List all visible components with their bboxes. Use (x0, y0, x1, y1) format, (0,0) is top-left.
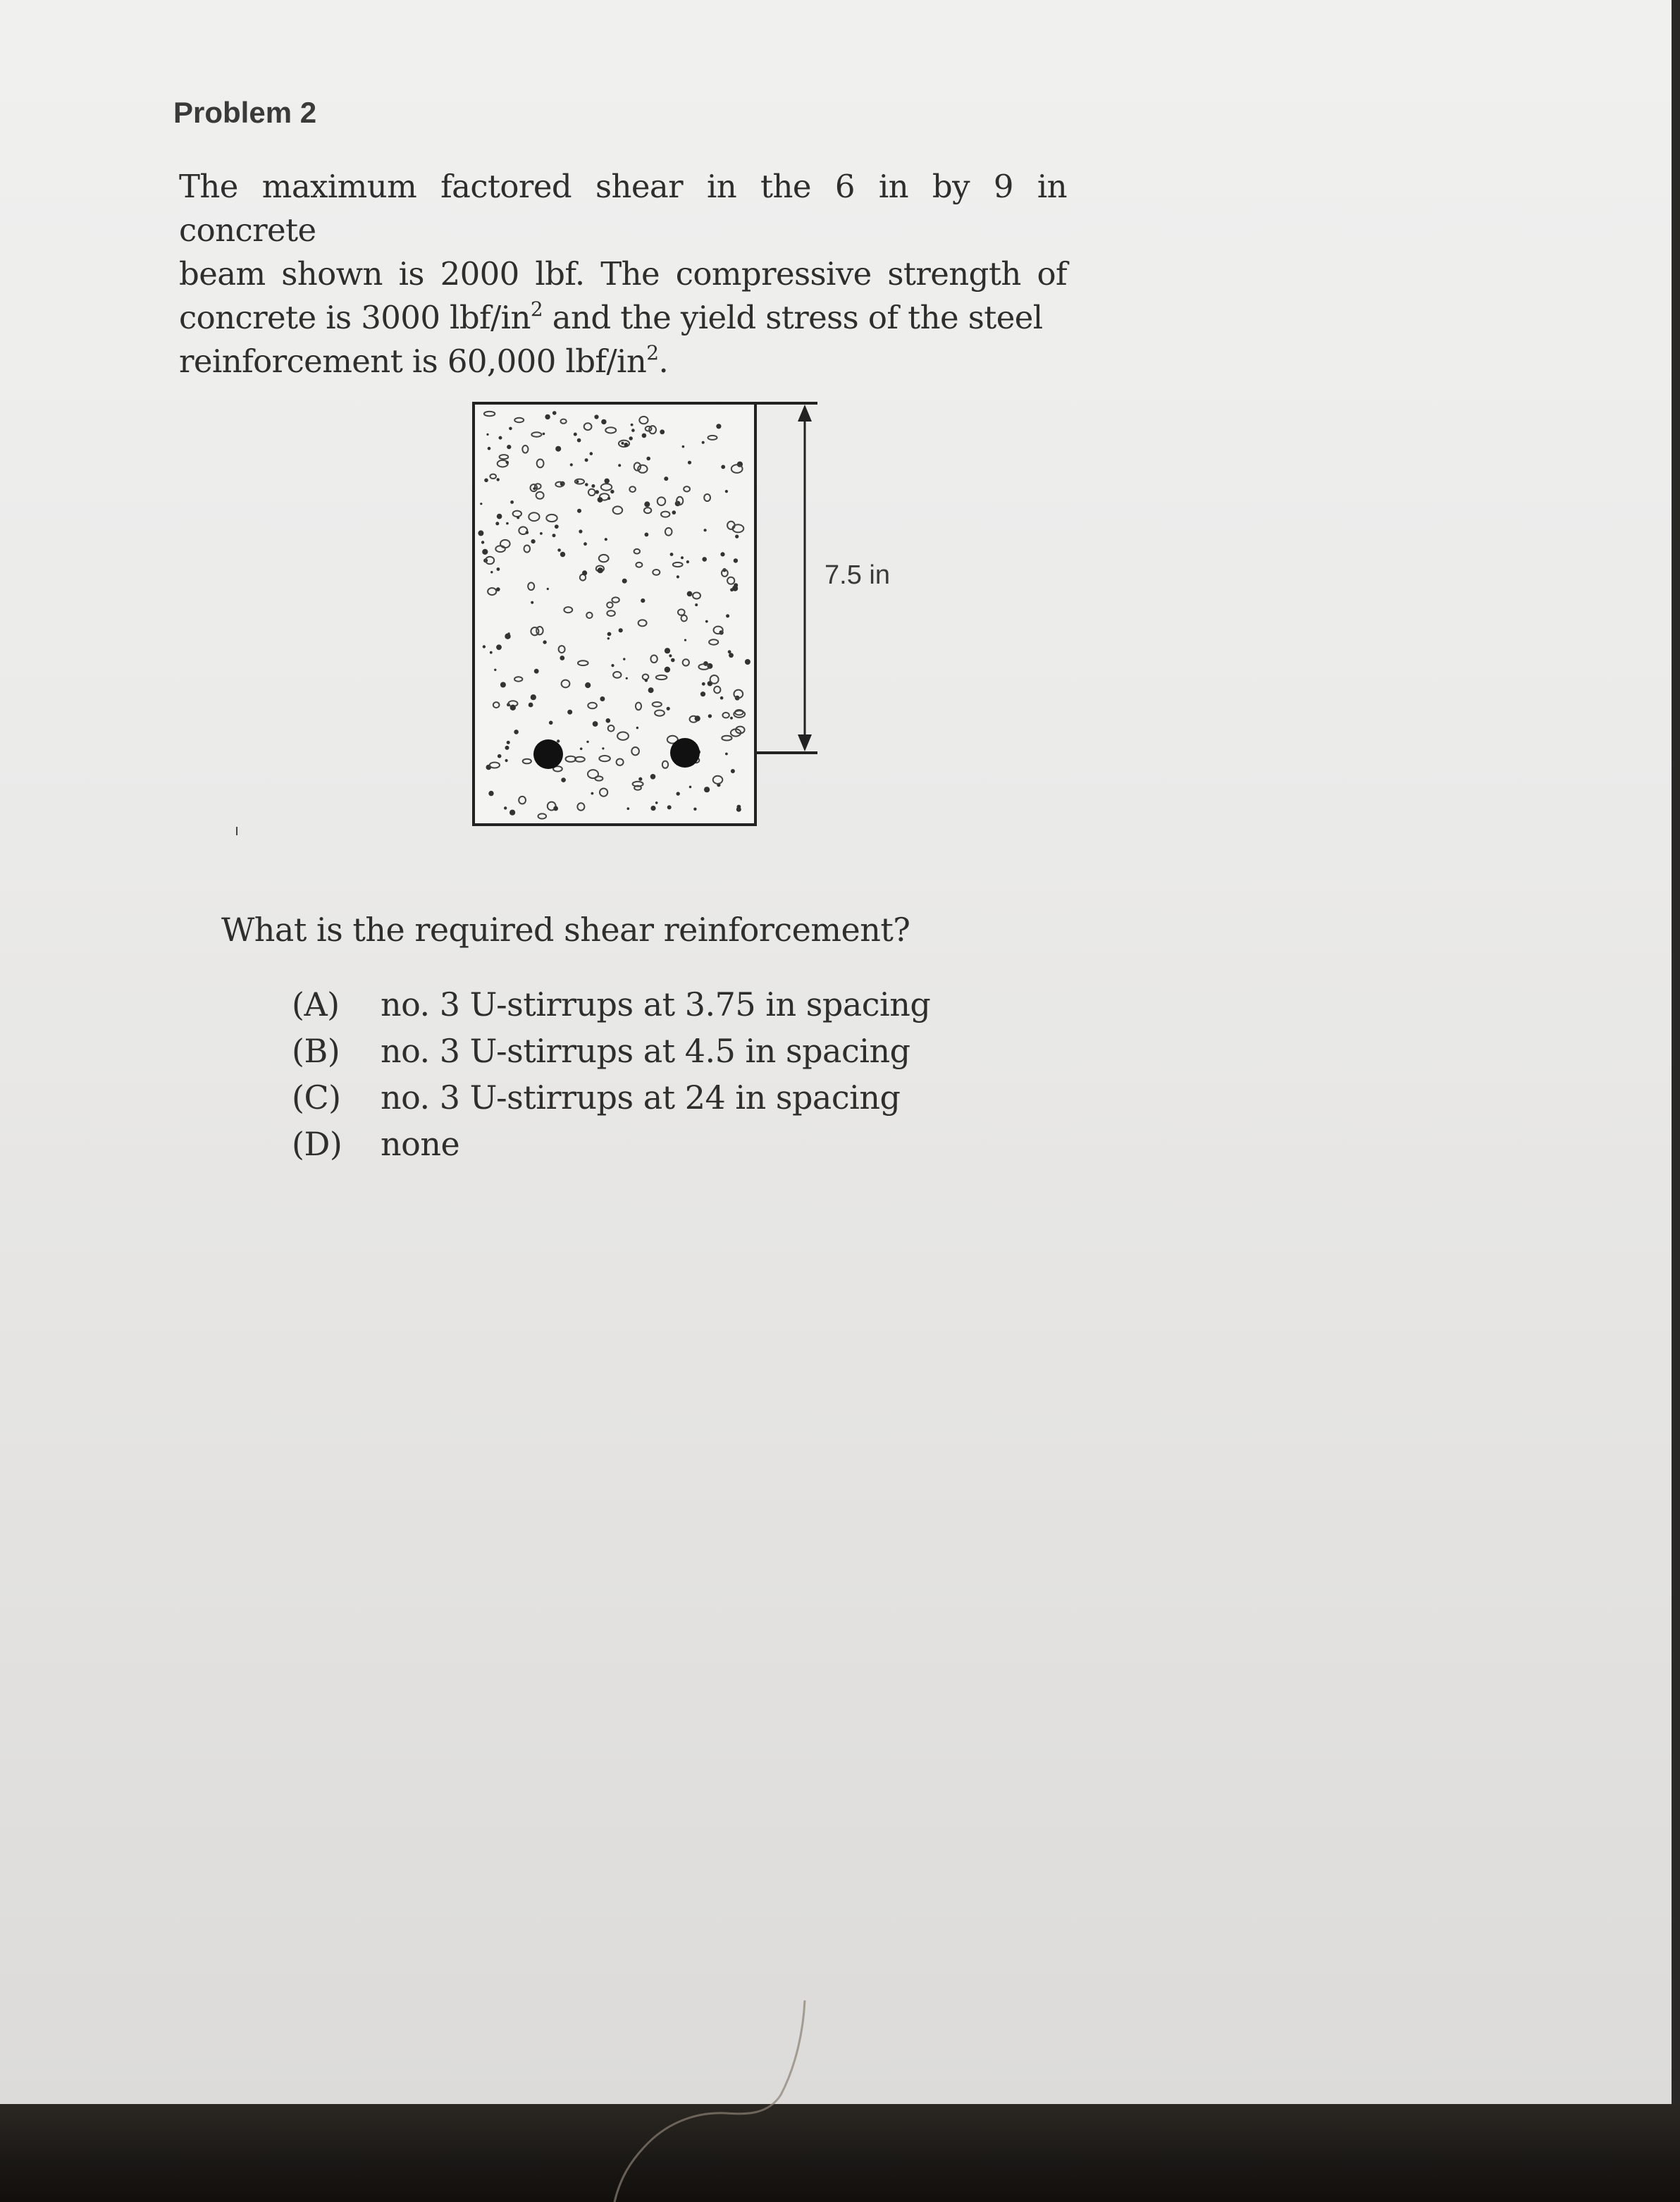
aggregate-particle (638, 777, 642, 781)
superscript-squared: 2 (646, 341, 659, 364)
aggregate-particle (648, 687, 654, 693)
aggregate-particle (590, 452, 593, 455)
aggregate-particle (650, 806, 655, 811)
aggregate-particle (561, 777, 566, 782)
aggregate-particle (671, 658, 675, 663)
aggregate-particle (496, 587, 500, 591)
aggregate-particle (605, 479, 610, 484)
aggregate-particle (705, 620, 708, 623)
aggregate-particle (602, 747, 604, 749)
option-letter: (C) (292, 1078, 341, 1117)
aggregate-particle (686, 560, 689, 563)
aggregate-particle (721, 465, 725, 469)
aggregate-particle (687, 591, 693, 597)
aggregate-particle (570, 463, 573, 466)
aggregate-particle (650, 774, 656, 780)
aggregate-particle (669, 654, 672, 657)
aggregate-particle (480, 503, 482, 505)
aggregate-particle (576, 480, 579, 483)
aggregate-particle (594, 414, 598, 419)
aggregate-particle (601, 419, 606, 424)
aggregate-particle (509, 810, 515, 816)
option-text: no. 3 U-stirrups at 24 in spacing (381, 1078, 901, 1117)
aggregate-particle (664, 476, 668, 481)
aggregate-particle (586, 741, 588, 743)
aggregate-particle (557, 548, 561, 552)
aggregate-particle (622, 579, 627, 584)
aggregate-particle (607, 637, 610, 639)
statement-line-4-text-a: reinforcement is 60,000 lbf/in (179, 343, 647, 380)
aggregate-particle (611, 664, 614, 667)
aggregate-particle (677, 575, 679, 578)
aggregate-particle (593, 721, 598, 727)
aggregate-particle (681, 556, 684, 559)
option-letter: (B) (292, 1032, 340, 1070)
aggregate-particle (494, 669, 496, 671)
aggregate-particle (577, 509, 581, 513)
aggregate-particle (621, 442, 624, 445)
aggregate-particle (730, 588, 734, 591)
aggregate-particle (655, 801, 658, 804)
aggregate-particle (702, 682, 705, 686)
aggregate-particle (579, 529, 582, 533)
option-text: no. 3 U-stirrups at 3.75 in spacing (381, 985, 931, 1023)
aggregate-particle (627, 807, 630, 810)
aggregate-particle (585, 682, 591, 688)
stray-mark: ı (235, 822, 240, 839)
aggregate-particle (636, 727, 638, 729)
answer-options (292, 981, 930, 1167)
aggregate-particle (549, 721, 553, 725)
aggregate-particle (607, 497, 610, 500)
dimension-arrow-bottom (798, 734, 812, 751)
aggregate-particle (547, 588, 549, 590)
aggregate-particle (560, 656, 564, 660)
option-letter: (D) (292, 1125, 342, 1163)
aggregate-particle (725, 753, 728, 756)
aggregate-particle (631, 429, 635, 432)
aggregate-particle (500, 682, 506, 688)
aggregate-particle (490, 571, 493, 573)
aggregate-particle (688, 461, 691, 465)
aggregate-particle (540, 532, 543, 535)
statement-line-3-text-b: and the yield stress of the steel (543, 299, 1043, 336)
aggregate-particle (543, 433, 545, 436)
rebar-left (533, 739, 563, 769)
aggregate-particle (672, 510, 677, 515)
aggregate-particle (606, 718, 611, 723)
aggregate-particle (498, 754, 502, 758)
aggregate-particle (577, 438, 581, 443)
aggregate-particle (736, 807, 741, 812)
option-b (292, 1028, 930, 1074)
aggregate-particle (720, 696, 724, 700)
aggregate-particle (557, 739, 560, 742)
aggregate-particle (735, 535, 739, 539)
aggregate-particle (695, 603, 698, 606)
rebar-right (670, 738, 700, 768)
dimension-arrow-top (798, 405, 812, 422)
aggregate-particle (553, 806, 558, 811)
option-letter: (A) (292, 985, 340, 1023)
aggregate-particle (598, 497, 603, 503)
aggregate-particle (624, 443, 628, 447)
aggregate-particle (677, 792, 680, 795)
aggregate-particle (689, 786, 692, 789)
aggregate-particle (670, 553, 674, 556)
aggregate-particle (729, 653, 734, 658)
aggregate-particle (693, 808, 696, 811)
aggregate-particle (734, 558, 738, 562)
aggregate-particle (483, 645, 486, 648)
aggregate-particle (704, 529, 707, 531)
aggregate-particle (496, 644, 502, 650)
aggregate-particle (507, 741, 510, 744)
aggregate-particle (708, 714, 712, 718)
aggregate-particle (605, 538, 607, 541)
option-d (292, 1121, 930, 1167)
aggregate-particle (665, 667, 670, 672)
aggregate-particle (517, 516, 519, 519)
aggregate-particle (645, 533, 649, 537)
dimension-label-effective-depth: 7.5 in (824, 560, 890, 590)
aggregate-particle (545, 414, 550, 419)
aggregate-particle (591, 484, 595, 488)
option-text: none (381, 1125, 460, 1163)
aggregate-particle (695, 715, 700, 721)
aggregate-particle (484, 479, 488, 483)
aggregate-particle (642, 433, 647, 438)
aggregate-particle (497, 567, 500, 571)
aggregate-particle (505, 759, 508, 762)
aggregate-particle (598, 567, 603, 573)
aggregate-particle (497, 478, 500, 481)
aggregate-particle (529, 703, 533, 708)
aggregate-particle (667, 805, 672, 809)
aggregate-particle (543, 640, 546, 644)
aggregate-particle (486, 433, 488, 436)
aggregate-particle (626, 677, 628, 679)
aggregate-particle (730, 717, 733, 720)
aggregate-particle (514, 730, 519, 734)
aggregate-particle (531, 694, 536, 700)
aggregate-particle (702, 557, 707, 562)
aggregate-particle (644, 501, 650, 507)
aggregate-particle (725, 490, 728, 493)
aggregate-particle (702, 441, 705, 444)
aggregate-particle (646, 457, 650, 461)
statement-line-3-text-a: concrete is 3000 lbf/in (179, 299, 531, 336)
aggregate-particle (488, 447, 491, 450)
option-c (292, 1074, 930, 1121)
aggregate-particle (509, 427, 512, 431)
aggregate-particle (667, 707, 670, 711)
aggregate-particle (504, 806, 507, 809)
aggregate-particle (552, 534, 556, 537)
aggregate-particle (700, 691, 705, 696)
aggregate-particle (497, 514, 502, 519)
aggregate-particle (728, 650, 731, 653)
aggregate-particle (580, 748, 583, 751)
statement-line-1: The maximum factored shear in the 6 in by 9 in concrete (179, 168, 1067, 249)
option-a (292, 981, 930, 1028)
aggregate-particle (567, 710, 572, 715)
aggregate-particle (585, 483, 588, 486)
aggregate-particle (506, 522, 509, 525)
beam-cross-section-figure (465, 395, 916, 832)
aggregate-particle (619, 628, 623, 632)
question-text: What is the required shear reinforcement? (221, 911, 910, 949)
aggregate-particle (629, 436, 633, 440)
aggregate-particle (506, 461, 509, 464)
aggregate-particle (582, 570, 587, 575)
aggregate-particle (533, 487, 536, 490)
aggregate-particle (495, 522, 499, 525)
aggregate-particle (618, 464, 621, 467)
aggregate-particle (510, 500, 514, 504)
aggregate-particle (623, 658, 625, 660)
aggregate-particle (585, 458, 588, 462)
aggregate-particle (591, 792, 594, 795)
aggregate-particle (526, 531, 529, 534)
aggregate-particle (660, 429, 665, 434)
aggregate-particle (716, 424, 721, 429)
aggregate-particle (684, 639, 686, 641)
aggregate-particle (704, 787, 710, 792)
superscript-squared: 2 (530, 297, 543, 321)
aggregate-particle (720, 552, 724, 556)
aggregate-particle (499, 436, 502, 440)
aggregate-particle (631, 424, 634, 426)
aggregate-particle (726, 614, 729, 617)
aggregate-particle (555, 446, 561, 452)
aggregate-particle (478, 530, 483, 536)
statement-line-3 (179, 296, 1067, 340)
aggregate-particle (505, 746, 509, 750)
aggregate-particle (682, 445, 685, 448)
statement-line-4 (179, 340, 1067, 383)
problem-heading: Problem 2 (173, 96, 317, 129)
aggregate-particle (734, 583, 738, 587)
screen-bottom-bezel (0, 2104, 1680, 2202)
aggregate-particle (610, 490, 614, 493)
aggregate-particle (731, 769, 735, 773)
aggregate-particle (481, 541, 484, 543)
aggregate-particle (583, 542, 587, 546)
aggregate-particle (505, 634, 510, 639)
aggregate-particle (645, 679, 648, 682)
aggregate-particle (507, 445, 511, 449)
statement-line-4-text-b: . (658, 343, 669, 380)
aggregate-particle (531, 539, 536, 543)
screen-side-bezel (1672, 0, 1680, 2104)
aggregate-particle (510, 705, 516, 711)
aggregate-particle (665, 648, 670, 653)
aggregate-particle (745, 659, 751, 665)
aggregate-particle (641, 598, 645, 603)
aggregate-particle (552, 411, 557, 415)
aggregate-particle (574, 433, 577, 436)
aggregate-particle (488, 791, 493, 796)
problem-statement (179, 165, 1067, 383)
aggregate-particle (600, 696, 605, 701)
aggregate-particle (555, 524, 559, 529)
aggregate-particle (482, 549, 488, 555)
option-text: no. 3 U-stirrups at 4.5 in spacing (381, 1032, 910, 1070)
statement-line-2: beam shown is 2000 lbf. The compressive strength of (179, 255, 1067, 293)
aggregate-particle (560, 552, 565, 557)
aggregate-particle (490, 651, 493, 654)
aggregate-particle (531, 601, 533, 604)
aggregate-particle (534, 669, 539, 674)
aggregate-particle (607, 632, 612, 636)
